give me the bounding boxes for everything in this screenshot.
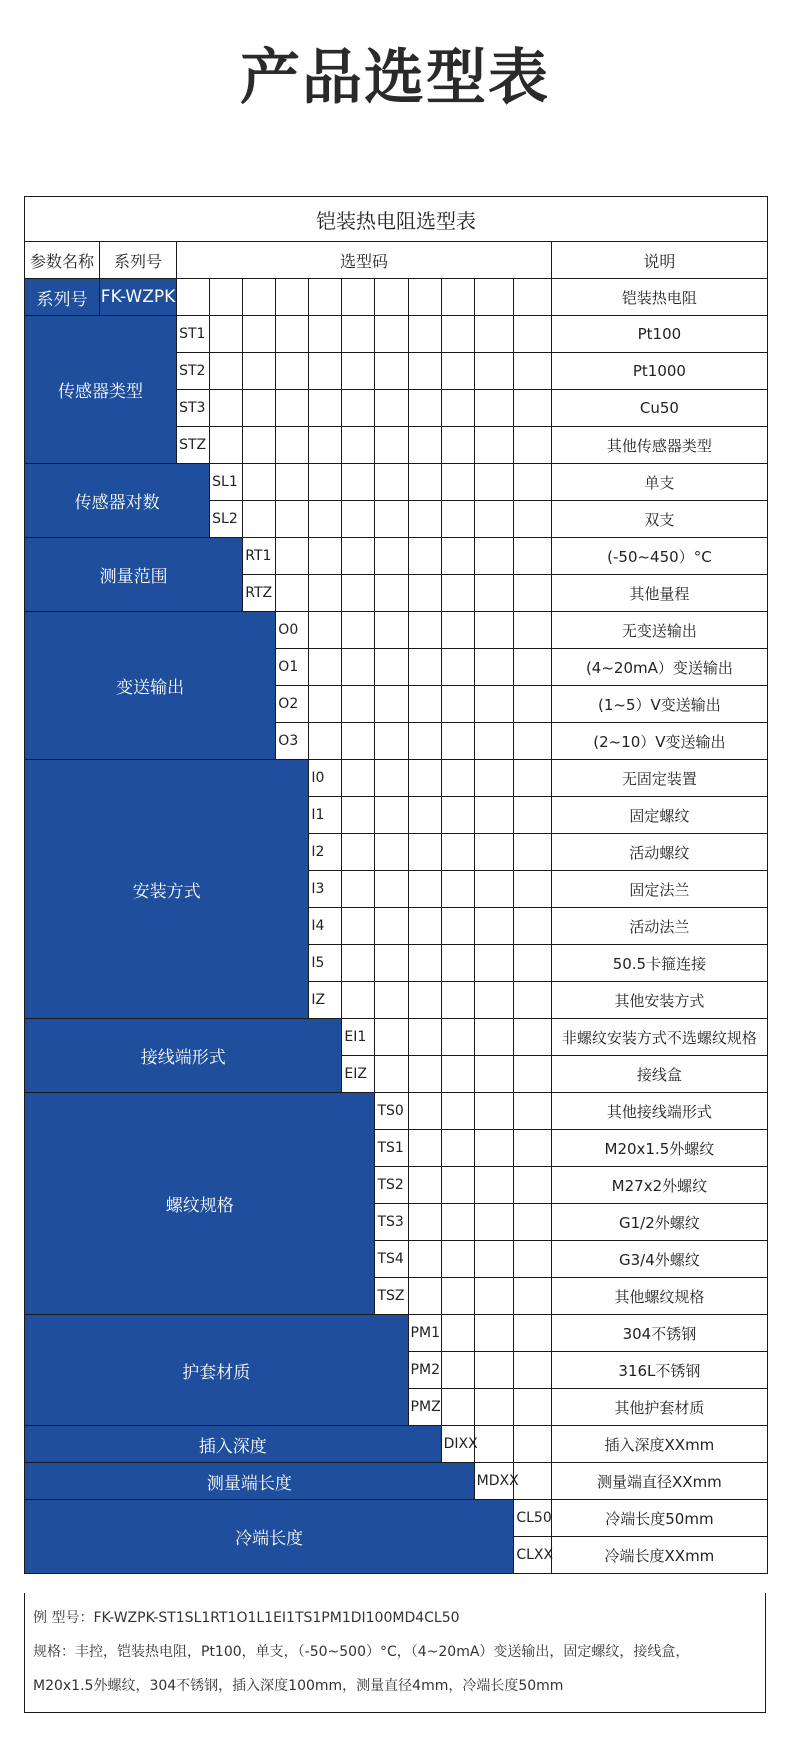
- option-description: 其他护套材质: [551, 1389, 767, 1426]
- header-code: 选型码: [177, 242, 552, 279]
- empty-cell: [514, 1093, 551, 1130]
- group-name: 传感器类型: [25, 316, 177, 464]
- empty-cell: [375, 760, 408, 797]
- header-param-name: 参数名称: [25, 242, 100, 279]
- option-code: PM1: [408, 1315, 441, 1352]
- empty-cell: [309, 723, 342, 760]
- option-description: 双支: [551, 501, 767, 538]
- empty-cell: [309, 390, 342, 427]
- group-name: 插入深度: [25, 1426, 442, 1463]
- option-code: RT1: [243, 538, 276, 575]
- empty-cell: [514, 908, 551, 945]
- empty-cell: [375, 686, 408, 723]
- option-description: 非螺纹安装方式不选螺纹规格: [551, 1019, 767, 1056]
- option-description: 单支: [551, 464, 767, 501]
- empty-cell: [474, 575, 514, 612]
- option-code: DIXX: [441, 1426, 474, 1463]
- empty-cell: [375, 501, 408, 538]
- series-label: 系列号: [25, 279, 100, 316]
- empty-cell: [514, 1426, 551, 1463]
- empty-cell: [514, 1241, 551, 1278]
- option-description: 接线盒: [551, 1056, 767, 1093]
- empty-cell: [342, 538, 375, 575]
- option-code: IZ: [309, 982, 342, 1019]
- empty-cell: [514, 1389, 551, 1426]
- empty-cell: [375, 982, 408, 1019]
- option-code: EIZ: [342, 1056, 375, 1093]
- empty-cell: [474, 760, 514, 797]
- empty-cell: [342, 464, 375, 501]
- group-name: 测量端长度: [25, 1463, 475, 1500]
- empty-cell: [309, 649, 342, 686]
- empty-cell: [243, 353, 276, 390]
- empty-cell: [276, 575, 309, 612]
- empty-cell: [441, 316, 474, 353]
- spec-line-1: 规格：丰控，铠装热电阻，Pt100，单支，（-50~500）°C，（4~20mA）变送输出，固定螺纹，接线盒，: [33, 1644, 690, 1660]
- empty-cell: [375, 908, 408, 945]
- option-description: Pt100: [551, 316, 767, 353]
- option-code: CLXX: [514, 1537, 551, 1574]
- empty-cell: [514, 723, 551, 760]
- option-code: I1: [309, 797, 342, 834]
- empty-cell: [441, 1167, 474, 1204]
- empty-cell: [276, 538, 309, 575]
- empty-cell: [514, 612, 551, 649]
- empty-cell: [474, 649, 514, 686]
- empty-cell: [441, 501, 474, 538]
- option-description: 冷端长度XXmm: [551, 1537, 767, 1574]
- option-code: TS4: [375, 1241, 408, 1278]
- empty-cell: [441, 1093, 474, 1130]
- empty-cell: [243, 427, 276, 464]
- empty-cell: [441, 538, 474, 575]
- empty-cell: [210, 316, 243, 353]
- option-description: Pt1000: [551, 353, 767, 390]
- option-description: 316L不锈钢: [551, 1352, 767, 1389]
- option-code: MDXX: [474, 1463, 514, 1500]
- empty-cell: [408, 1019, 441, 1056]
- empty-cell: [441, 649, 474, 686]
- empty-cell: [408, 797, 441, 834]
- empty-cell: [375, 427, 408, 464]
- empty-cell: [474, 834, 514, 871]
- empty-cell: [342, 612, 375, 649]
- empty-cell: [474, 1241, 514, 1278]
- group-name: 接线端形式: [25, 1019, 342, 1093]
- empty-cell: [342, 723, 375, 760]
- empty-cell: [276, 353, 309, 390]
- empty-cell: [342, 686, 375, 723]
- empty-cell: [375, 390, 408, 427]
- empty-cell: [441, 797, 474, 834]
- empty-cell: [408, 575, 441, 612]
- empty-cell: [276, 464, 309, 501]
- option-code: TS1: [375, 1130, 408, 1167]
- empty-cell: [441, 760, 474, 797]
- empty-cell: [441, 1204, 474, 1241]
- empty-cell: [474, 464, 514, 501]
- option-code: TSZ: [375, 1278, 408, 1315]
- empty-cell: [441, 575, 474, 612]
- empty-cell: [514, 575, 551, 612]
- option-description: 其他接线端形式: [551, 1093, 767, 1130]
- empty-cell: [309, 464, 342, 501]
- empty-cell: [474, 686, 514, 723]
- option-description: 其他传感器类型: [551, 427, 767, 464]
- series-code: FK-WZPK: [99, 279, 176, 316]
- empty-cell: [375, 1019, 408, 1056]
- option-description: (4~20mA）变送输出: [551, 649, 767, 686]
- empty-cell: [474, 316, 514, 353]
- empty-cell: [408, 1241, 441, 1278]
- empty-cell: [474, 1315, 514, 1352]
- empty-cell: [408, 760, 441, 797]
- empty-cell: [408, 353, 441, 390]
- empty-cell: [210, 427, 243, 464]
- empty-cell: [375, 649, 408, 686]
- option-description: 无变送输出: [551, 612, 767, 649]
- option-description: M27x2外螺纹: [551, 1167, 767, 1204]
- empty-cell: [441, 908, 474, 945]
- empty-cell: [474, 1389, 514, 1426]
- empty-cell: [408, 279, 441, 316]
- empty-cell: [441, 723, 474, 760]
- empty-cell: [441, 945, 474, 982]
- option-description: 测量端直径XXmm: [551, 1463, 767, 1500]
- option-description: M20x1.5外螺纹: [551, 1130, 767, 1167]
- empty-cell: [514, 464, 551, 501]
- empty-cell: [342, 427, 375, 464]
- empty-cell: [408, 1204, 441, 1241]
- group-name: 冷端长度: [25, 1500, 514, 1574]
- empty-cell: [408, 538, 441, 575]
- empty-cell: [441, 427, 474, 464]
- empty-cell: [375, 945, 408, 982]
- empty-cell: [514, 390, 551, 427]
- empty-cell: [408, 612, 441, 649]
- empty-cell: [342, 353, 375, 390]
- option-description: 其他螺纹规格: [551, 1278, 767, 1315]
- empty-cell: [474, 538, 514, 575]
- empty-cell: [514, 427, 551, 464]
- empty-cell: [375, 538, 408, 575]
- empty-cell: [441, 834, 474, 871]
- empty-cell: [474, 1130, 514, 1167]
- option-code: RTZ: [243, 575, 276, 612]
- option-code: ST3: [177, 390, 210, 427]
- option-code: I0: [309, 760, 342, 797]
- empty-cell: [342, 797, 375, 834]
- empty-cell: [243, 390, 276, 427]
- group-name: 传感器对数: [25, 464, 210, 538]
- empty-cell: [408, 908, 441, 945]
- group-name: 护套材质: [25, 1315, 409, 1426]
- empty-cell: [408, 982, 441, 1019]
- empty-cell: [342, 390, 375, 427]
- empty-cell: [342, 908, 375, 945]
- footer-box: [24, 1593, 766, 1713]
- empty-cell: [441, 279, 474, 316]
- option-code: TS2: [375, 1167, 408, 1204]
- empty-cell: [276, 279, 309, 316]
- option-description: (2~10）V变送输出: [551, 723, 767, 760]
- empty-cell: [474, 908, 514, 945]
- option-code: CL50: [514, 1500, 551, 1537]
- empty-cell: [514, 1130, 551, 1167]
- empty-cell: [441, 1056, 474, 1093]
- empty-cell: [474, 982, 514, 1019]
- empty-cell: [342, 945, 375, 982]
- option-description: Cu50: [551, 390, 767, 427]
- empty-cell: [408, 501, 441, 538]
- empty-cell: [514, 945, 551, 982]
- empty-cell: [276, 390, 309, 427]
- group-name: 安装方式: [25, 760, 309, 1019]
- empty-cell: [474, 427, 514, 464]
- option-code: I4: [309, 908, 342, 945]
- empty-cell: [342, 760, 375, 797]
- option-description: 304不锈钢: [551, 1315, 767, 1352]
- empty-cell: [342, 834, 375, 871]
- spec-line-2: M20x1.5外螺纹，304不锈钢，插入深度100mm，测量直径4mm，冷端长度50mm: [33, 1678, 564, 1694]
- empty-cell: [309, 612, 342, 649]
- empty-cell: [441, 982, 474, 1019]
- empty-cell: [474, 1352, 514, 1389]
- empty-cell: [375, 871, 408, 908]
- header-series: 系列号: [99, 242, 176, 279]
- empty-cell: [243, 279, 276, 316]
- empty-cell: [514, 834, 551, 871]
- empty-cell: [408, 1056, 441, 1093]
- empty-cell: [514, 1315, 551, 1352]
- empty-cell: [514, 871, 551, 908]
- empty-cell: [514, 1278, 551, 1315]
- empty-cell: [441, 390, 474, 427]
- option-code: EI1: [342, 1019, 375, 1056]
- empty-cell: [177, 279, 210, 316]
- empty-cell: [474, 797, 514, 834]
- empty-cell: [474, 353, 514, 390]
- option-code: O0: [276, 612, 309, 649]
- empty-cell: [514, 1463, 551, 1500]
- empty-cell: [210, 353, 243, 390]
- empty-cell: [342, 871, 375, 908]
- empty-cell: [474, 279, 514, 316]
- empty-cell: [441, 1278, 474, 1315]
- option-description: (-50~450）°C: [551, 538, 767, 575]
- empty-cell: [408, 649, 441, 686]
- empty-cell: [375, 723, 408, 760]
- empty-cell: [408, 1093, 441, 1130]
- empty-cell: [441, 1315, 474, 1352]
- empty-cell: [474, 1167, 514, 1204]
- empty-cell: [243, 316, 276, 353]
- empty-cell: [408, 1278, 441, 1315]
- page-title: 产品选型表: [240, 43, 550, 113]
- empty-cell: [375, 316, 408, 353]
- empty-cell: [342, 982, 375, 1019]
- empty-cell: [441, 1130, 474, 1167]
- empty-cell: [474, 945, 514, 982]
- empty-cell: [375, 279, 408, 316]
- option-code: STZ: [177, 427, 210, 464]
- option-code: TS0: [375, 1093, 408, 1130]
- empty-cell: [408, 1130, 441, 1167]
- empty-cell: [342, 279, 375, 316]
- empty-cell: [474, 612, 514, 649]
- option-description: 活动螺纹: [551, 834, 767, 871]
- option-code: O1: [276, 649, 309, 686]
- option-code: TS3: [375, 1204, 408, 1241]
- empty-cell: [514, 501, 551, 538]
- empty-cell: [474, 1093, 514, 1130]
- empty-cell: [441, 686, 474, 723]
- empty-cell: [408, 390, 441, 427]
- empty-cell: [474, 723, 514, 760]
- empty-cell: [474, 1204, 514, 1241]
- empty-cell: [514, 538, 551, 575]
- empty-cell: [408, 427, 441, 464]
- empty-cell: [375, 612, 408, 649]
- empty-cell: [210, 279, 243, 316]
- empty-cell: [375, 464, 408, 501]
- empty-cell: [514, 316, 551, 353]
- empty-cell: [514, 1019, 551, 1056]
- empty-cell: [342, 316, 375, 353]
- option-description: G3/4外螺纹: [551, 1241, 767, 1278]
- empty-cell: [474, 390, 514, 427]
- option-description: 其他量程: [551, 575, 767, 612]
- empty-cell: [309, 279, 342, 316]
- selection-table: [24, 196, 768, 1574]
- empty-cell: [309, 316, 342, 353]
- empty-cell: [408, 1167, 441, 1204]
- option-code: PMZ: [408, 1389, 441, 1426]
- empty-cell: [375, 797, 408, 834]
- empty-cell: [514, 1056, 551, 1093]
- empty-cell: [276, 316, 309, 353]
- option-code: I5: [309, 945, 342, 982]
- empty-cell: [342, 575, 375, 612]
- empty-cell: [514, 353, 551, 390]
- empty-cell: [309, 353, 342, 390]
- empty-cell: [375, 1056, 408, 1093]
- header-description: 说明: [551, 242, 767, 279]
- table-title: 铠装热电阻选型表: [25, 197, 768, 242]
- empty-cell: [474, 1278, 514, 1315]
- empty-cell: [514, 1204, 551, 1241]
- empty-cell: [408, 871, 441, 908]
- option-code: SL1: [210, 464, 243, 501]
- empty-cell: [375, 575, 408, 612]
- empty-cell: [375, 834, 408, 871]
- option-description: 冷端长度50mm: [551, 1500, 767, 1537]
- empty-cell: [309, 686, 342, 723]
- option-code: O2: [276, 686, 309, 723]
- empty-cell: [514, 1167, 551, 1204]
- empty-cell: [342, 649, 375, 686]
- empty-cell: [276, 427, 309, 464]
- empty-cell: [441, 1019, 474, 1056]
- empty-cell: [514, 686, 551, 723]
- empty-cell: [514, 982, 551, 1019]
- option-description: 活动法兰: [551, 908, 767, 945]
- option-description: G1/2外螺纹: [551, 1204, 767, 1241]
- option-description: 50.5卡箍连接: [551, 945, 767, 982]
- empty-cell: [441, 871, 474, 908]
- empty-cell: [474, 871, 514, 908]
- empty-cell: [474, 1426, 514, 1463]
- empty-cell: [309, 501, 342, 538]
- group-name: 变送输出: [25, 612, 276, 760]
- empty-cell: [309, 427, 342, 464]
- empty-cell: [408, 834, 441, 871]
- series-description: 铠装热电阻: [551, 279, 767, 316]
- group-name: 螺纹规格: [25, 1093, 375, 1315]
- empty-cell: [243, 464, 276, 501]
- empty-cell: [441, 1352, 474, 1389]
- empty-cell: [408, 945, 441, 982]
- option-description: 无固定装置: [551, 760, 767, 797]
- empty-cell: [514, 797, 551, 834]
- option-code: ST2: [177, 353, 210, 390]
- empty-cell: [243, 501, 276, 538]
- empty-cell: [408, 316, 441, 353]
- option-description: 固定法兰: [551, 871, 767, 908]
- empty-cell: [210, 390, 243, 427]
- group-name: 测量范围: [25, 538, 243, 612]
- option-code: O3: [276, 723, 309, 760]
- empty-cell: [441, 464, 474, 501]
- empty-cell: [309, 575, 342, 612]
- option-description: (1~5）V变送输出: [551, 686, 767, 723]
- option-description: 固定螺纹: [551, 797, 767, 834]
- example-model: 例 型号：FK-WZPK-ST1SL1RT1O1L1EI1TS1PM1DI100MD4CL50: [33, 1610, 460, 1626]
- empty-cell: [375, 353, 408, 390]
- empty-cell: [441, 353, 474, 390]
- empty-cell: [441, 1389, 474, 1426]
- empty-cell: [441, 612, 474, 649]
- empty-cell: [514, 279, 551, 316]
- empty-cell: [342, 501, 375, 538]
- empty-cell: [474, 1056, 514, 1093]
- empty-cell: [408, 464, 441, 501]
- empty-cell: [474, 501, 514, 538]
- empty-cell: [408, 686, 441, 723]
- empty-cell: [408, 723, 441, 760]
- option-code: PM2: [408, 1352, 441, 1389]
- option-description: 插入深度XXmm: [551, 1426, 767, 1463]
- option-code: SL2: [210, 501, 243, 538]
- empty-cell: [514, 1352, 551, 1389]
- empty-cell: [441, 1241, 474, 1278]
- empty-cell: [474, 1019, 514, 1056]
- empty-cell: [514, 760, 551, 797]
- empty-cell: [309, 538, 342, 575]
- option-code: I3: [309, 871, 342, 908]
- option-code: ST1: [177, 316, 210, 353]
- option-code: I2: [309, 834, 342, 871]
- empty-cell: [514, 649, 551, 686]
- empty-cell: [276, 501, 309, 538]
- option-description: 其他安装方式: [551, 982, 767, 1019]
